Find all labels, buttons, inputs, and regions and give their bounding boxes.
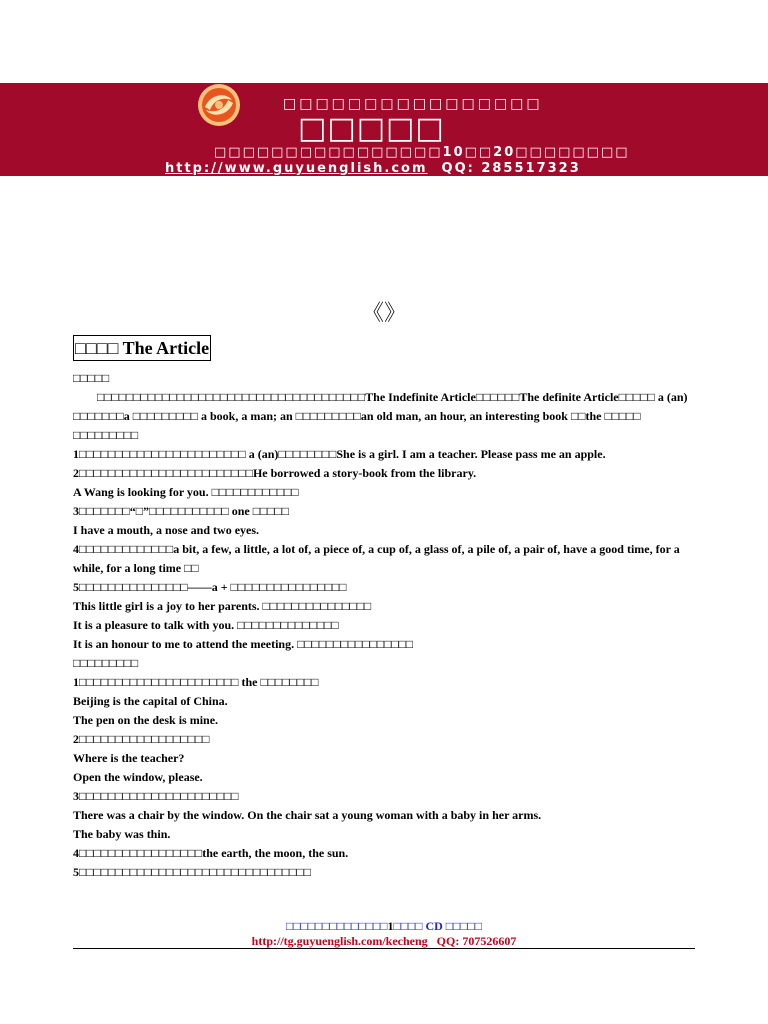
banner-contact (165, 161, 581, 176)
banner-brand: □□□□□ (298, 111, 445, 146)
chapter-heading: □□□□ The Article (73, 335, 211, 361)
rule-item: 4□□□□□□□□□□□□□□□□□the earth, the moon, the sun. (73, 846, 349, 860)
footer-qq: QQ: 707526607 (436, 934, 517, 948)
footer-promo-right: □□□□ CD □□□□□ (393, 919, 483, 933)
example-line: It is an honour to me to attend the meeting. □□□□□□□□□□□□□□□□ (73, 637, 414, 651)
example-line: Open the window, please. (73, 770, 203, 784)
section-heading: □□□□□ (73, 371, 110, 385)
footer-divider (73, 948, 695, 949)
banner-qq: QQ: 285517323 (441, 161, 581, 176)
rule-item: 4□□□□□□□□□□□□□a bit, a few, a little, a lot of, a piece of, a cup of, a glass of, a pile of, a pair of, have a good time, for a while, for a long time □□ (73, 542, 680, 575)
example-line: Where is the teacher? (73, 751, 185, 765)
rule-item: 2□□□□□□□□□□□□□□□□□□ (73, 732, 210, 746)
rule-item: 5□□□□□□□□□□□□□□□——a + □□□□□□□□□□□□□□□□ (73, 580, 347, 594)
section-heading: □□□□□□□□□ (73, 428, 139, 442)
rule-item: 3□□□□□□□□□□□□□□□□□□□□□□ (73, 789, 239, 803)
rule-item: 1□□□□□□□□□□□□□□□□□□□□□□□ a (an)□□□□□□□□She is a girl. I am a teacher. Please pass me an apple. (73, 447, 606, 461)
footer-promo-line (73, 919, 695, 934)
example-line: There was a chair by the window. On the chair sat a young woman with a baby in her arms. (73, 808, 542, 822)
example-line: The baby was thin. (73, 827, 171, 841)
banner-url-link[interactable]: http://www.guyuenglish.com (165, 161, 428, 176)
banner-promo: □□□□□□□□□□□□□□□□10□□20□□□□□□□□ (214, 145, 630, 160)
document-body (73, 369, 698, 882)
document-title: 《》 (361, 300, 406, 325)
page-footer (73, 919, 695, 949)
example-line: It is a pleasure to talk with you. □□□□□□□□□□□□□□ (73, 618, 339, 632)
example-line: A Wang is looking for you. □□□□□□□□□□□□ (73, 485, 299, 499)
rule-item: 3□□□□□□□“□”□□□□□□□□□□□ one □□□□□ (73, 504, 289, 518)
example-line: Beijing is the capital of China. (73, 694, 228, 708)
page-number: 1 (387, 919, 394, 933)
banner-tagline: □□□□□□□□□□□□□□□□ (283, 96, 543, 112)
example-line: The pen on the desk is mine. (73, 713, 219, 727)
footer-contact-line (73, 934, 695, 949)
rule-item: 1□□□□□□□□□□□□□□□□□□□□□□ the □□□□□□□□ (73, 675, 319, 689)
logo-icon (196, 82, 242, 128)
footer-promo-left: □□□□□□□□□□□□□□ (285, 919, 388, 933)
example-line: This little girl is a joy to her parents. □□□□□□□□□□□□□□□ (73, 599, 372, 613)
rule-item: 2□□□□□□□□□□□□□□□□□□□□□□□□He borrowed a story-book from the library. (73, 466, 477, 480)
section-heading: □□□□□□□□□ (73, 656, 139, 670)
footer-url-link[interactable]: http://tg.guyuenglish.com/kecheng (251, 934, 428, 948)
example-line: I have a mouth, a nose and two eyes. (73, 523, 260, 537)
rule-item: 5□□□□□□□□□□□□□□□□□□□□□□□□□□□□□□□□ (73, 865, 311, 879)
intro-paragraph: □□□□□□□□□□□□□□□□□□□□□□□□□□□□□□□□□□□□□The Indefinite Article□□□□□□The definite Article□□□□□ a (an) □□□□□□□a □□□□□□□□□ a book, a man; an □□□□□□□□□an old man, an hour, an interesting book □□the □□□□□ (73, 390, 688, 423)
